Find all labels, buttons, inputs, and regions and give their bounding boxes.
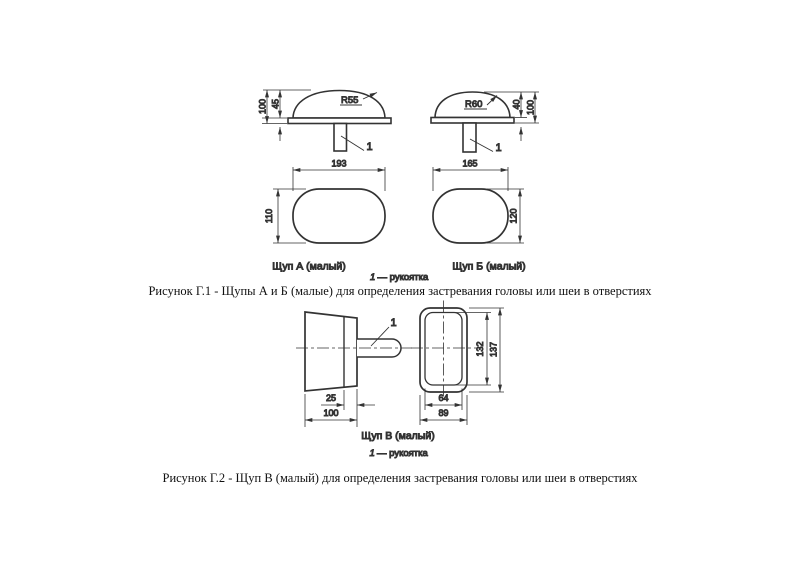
figure2-legend-text: — рукоятка (377, 448, 428, 459)
figure1-legend-text: — рукоятка (377, 272, 429, 283)
dim-probe-a-plan-width-label: 193 (331, 158, 347, 169)
probe-a-label: Щуп А (малый) (272, 260, 346, 273)
probe-a-plan-outline (293, 189, 385, 243)
dim-probe-v-inner-height-label: 132 (475, 341, 485, 357)
figure1-caption: Рисунок Г.1 - Щупы А и Б (малые) для определения застревания головы или шеи в отверстиях (148, 284, 652, 298)
figure2-caption: Рисунок Г.2 - Щуп В (малый) для определения застревания головы или шеи в отверстиях (162, 471, 638, 485)
probe-v-cone (305, 312, 357, 391)
figure2-legend (370, 448, 429, 459)
figure2-legend-num: 1 (369, 448, 375, 459)
probe-v-front-view (411, 301, 504, 426)
dim-probe-v-inner-width-label: 64 (438, 393, 449, 403)
figure1-legend (370, 272, 429, 283)
probe-v-label: Щуп В (малый) (361, 430, 435, 442)
dim-probe-v-depth-label: 100 (323, 408, 339, 418)
dim-probe-b-plan-width-label: 165 (462, 158, 478, 169)
dim-probe-v-outer-height-label: 137 (488, 341, 499, 358)
probe-b-plan-view (433, 159, 526, 273)
dim-probe-b-plan-height-label: 120 (508, 208, 519, 224)
probe-a-plan-view (264, 159, 385, 273)
probe-v-handle-ref: 1 (390, 317, 397, 329)
probe-a-plate (288, 118, 391, 124)
probe-a-side-view (258, 90, 392, 153)
probe-a-handle-stem (334, 124, 347, 152)
probe-v-side-view (296, 312, 412, 427)
dim-probe-v-nose-label: 25 (325, 393, 337, 403)
probe-a-handle-ref: 1 (366, 141, 373, 153)
probe-b-side-view (431, 92, 539, 154)
probe-a-dome (293, 91, 385, 119)
probe-b-radius-label: R60 (465, 99, 483, 110)
dim-probe-a-plan-height-label: 110 (264, 208, 274, 224)
probe-a-radius-label: R55 (341, 95, 359, 106)
probe-b-handle-ref: 1 (495, 142, 502, 154)
dim-probe-v-outer-width-label: 89 (438, 408, 449, 418)
dim-probe-a-total-label: 100 (257, 98, 268, 115)
dim-probe-b-total-label: 100 (525, 99, 536, 116)
dim-probe-b-dome-label: 40 (511, 99, 522, 110)
dim-probe-a-dome-label: 45 (270, 98, 281, 110)
probe-b-handle-stem (463, 123, 476, 152)
figure2-group (296, 301, 504, 460)
figure1-group (258, 90, 540, 283)
probe-b-plan-outline (433, 189, 508, 243)
probe-b-plate (431, 118, 514, 124)
figure1-legend-num: 1 (370, 272, 376, 283)
probe-b-label: Щуп Б (малый) (452, 260, 526, 273)
